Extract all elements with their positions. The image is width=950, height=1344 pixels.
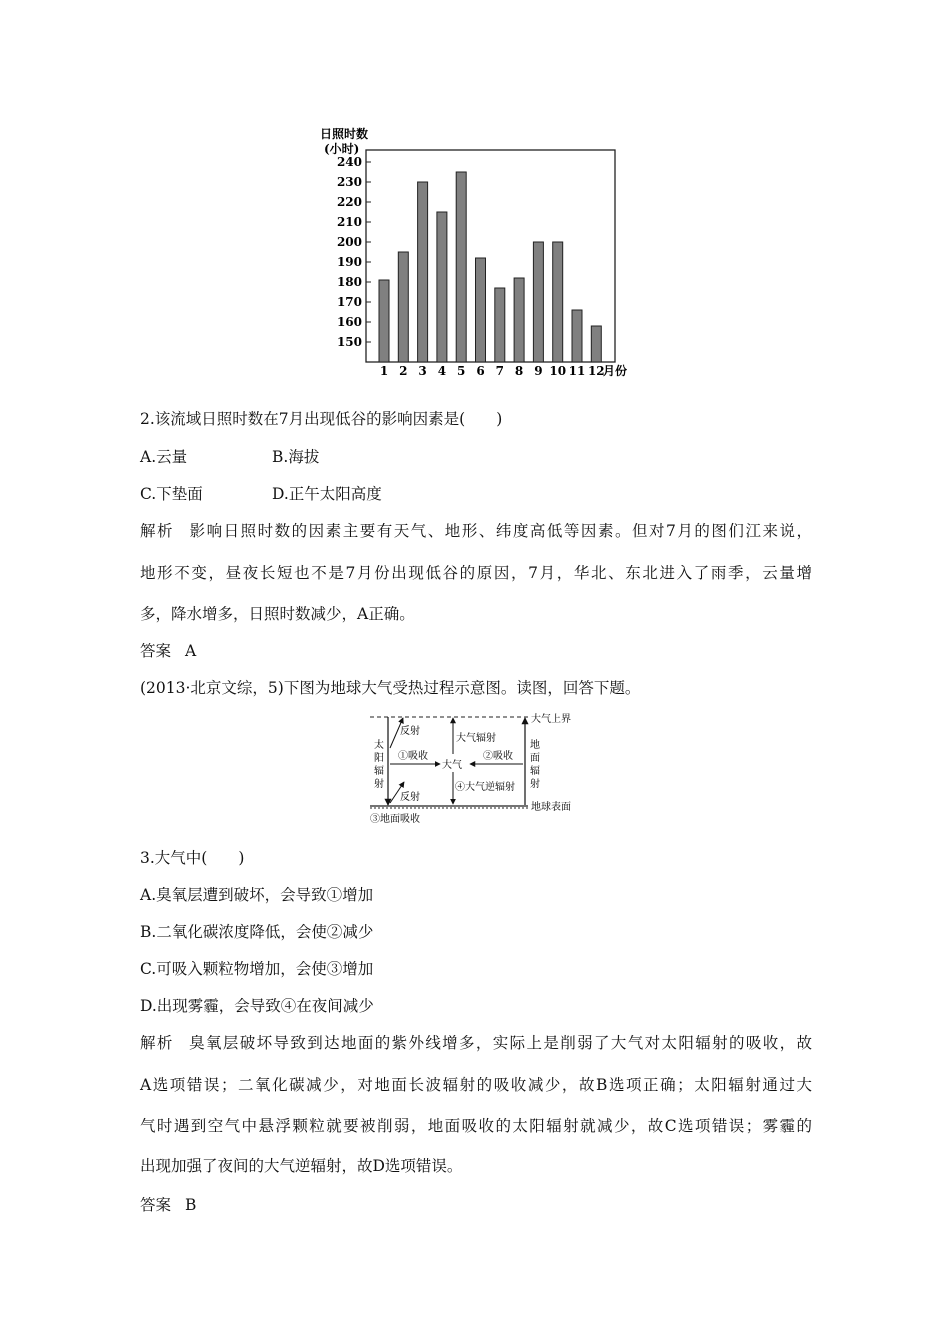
y-tick-label-170: 170 <box>336 295 362 309</box>
ground-absorb-label: ③地面吸收 <box>370 814 420 825</box>
atmosphere-label: 大气 <box>442 760 462 771</box>
x-tick-label-2: 2 <box>399 364 408 378</box>
bar-month-8 <box>514 278 524 362</box>
q3-option-b[interactable]: B.二氧化碳浓度降低，会使②减少 <box>140 923 374 941</box>
bar-month-7 <box>495 288 505 362</box>
y-tick-label-200: 200 <box>336 235 362 249</box>
ground-radiation-char2: 面 <box>530 753 540 764</box>
absorb2-label: ②吸收 <box>483 751 513 762</box>
x-tick-label-7: 7 <box>495 364 504 378</box>
q2-option-b[interactable]: B.海拔 <box>272 448 320 466</box>
x-tick-label-11: 11 <box>568 364 586 378</box>
solar-radiation-char4: 射 <box>374 779 384 790</box>
x-tick-label-12: 12 <box>587 364 605 378</box>
x-tick-label-5: 5 <box>457 364 466 378</box>
q3-analysis-line3: 气时遇到空气中悬浮颗粒就要被削弱，地面吸收的太阳辐射就减少，故C选项错误；雾霾的 <box>140 1117 812 1135</box>
q2-option-a[interactable]: A.云量 <box>140 448 188 466</box>
bar-month-2 <box>398 252 408 362</box>
solar-radiation-char2: 阳 <box>374 753 384 764</box>
bar-month-1 <box>379 280 389 362</box>
q2-stem: 2.该流域日照时数在7月出现低谷的影响因素是( ) <box>140 410 503 428</box>
bar-month-12 <box>591 326 601 362</box>
x-tick-label-8: 8 <box>514 364 524 378</box>
q2-analysis-text1: 影响日照时数的因素主要有天气、地形、纬度高低等因素。但对7月的图们江来说， <box>188 522 812 540</box>
q3-analysis-text1: 臭氧层破坏导致到达地面的紫外线增多，实际上是削弱了大气对太阳辐射的吸收，故 <box>187 1034 812 1052</box>
reflect-bottom-label: 反射 <box>400 792 420 803</box>
chart-ylabel-line2: (小时) <box>324 142 360 156</box>
q3-option-a[interactable]: A.臭氧层遭到破坏，会导致①增加 <box>140 886 374 904</box>
y-tick-label-230: 230 <box>336 175 362 189</box>
bar-month-10 <box>553 242 563 362</box>
q3-stem: 3.大气中( ) <box>140 849 245 867</box>
q2-analysis-label: 解析 <box>140 522 175 540</box>
q3-intro: (2013·北京文综，5)下图为地球大气受热过程示意图。读图，回答下题。 <box>140 679 641 697</box>
y-tick-label-190: 190 <box>336 255 362 269</box>
q3-analysis-label: 解析 <box>140 1034 174 1052</box>
q2-option-d[interactable]: D.正午太阳高度 <box>272 485 382 503</box>
q2-analysis-line3: 多，降水增多，日照时数减少，A正确。 <box>140 605 415 623</box>
chart-bars <box>379 172 601 362</box>
atmosphere-top-label: 大气上界 <box>531 714 571 725</box>
chart-x-ticks <box>380 364 605 378</box>
q3-analysis-line4: 出现加强了夜间的大气逆辐射，故D选项错误。 <box>140 1157 463 1175</box>
y-tick-label-180: 180 <box>336 275 362 289</box>
q3-answer <box>140 1195 196 1215</box>
solar-radiation-char3: 辐 <box>374 766 384 777</box>
ground-radiation-char3: 辐 <box>530 766 540 777</box>
bar-month-5 <box>456 172 466 362</box>
q2-option-c[interactable]: C.下垫面 <box>140 485 203 503</box>
y-tick-label-150: 150 <box>336 335 362 349</box>
x-tick-label-4: 4 <box>437 364 447 378</box>
q3-option-d[interactable]: D.出现雾霾，会导致④在夜间减少 <box>140 997 374 1015</box>
atm-radiation-label: 大气辐射 <box>456 733 496 744</box>
ground-radiation-char1: 地 <box>530 740 540 751</box>
y-tick-label-220: 220 <box>336 195 362 209</box>
q2-answer-label: 答案 <box>140 642 172 660</box>
x-tick-label-1: 1 <box>379 364 389 378</box>
sunshine-hours-bar-chart <box>300 120 640 382</box>
y-tick-label-240: 240 <box>336 155 362 169</box>
reflect-top-label: 反射 <box>400 726 420 737</box>
q2-analysis-line2: 地形不变，昼夜长短也不是7月份出现低谷的原因，7月，华北、东北进入了雨季，云量增 <box>140 564 812 582</box>
bar-month-4 <box>437 212 447 362</box>
atmosphere-heating-diagram <box>360 708 590 826</box>
q3-option-c[interactable]: C.可吸入颗粒物增加，会使③增加 <box>140 960 374 978</box>
bar-month-3 <box>418 182 428 362</box>
y-tick-label-160: 160 <box>336 315 362 329</box>
x-tick-label-6: 6 <box>476 364 485 378</box>
x-tick-label-3: 3 <box>418 364 427 378</box>
q3-answer-label: 答案 <box>140 1196 172 1214</box>
q2-analysis-line1 <box>140 521 812 541</box>
bar-month-11 <box>572 310 582 362</box>
chart-ylabel-line1: 日照时数 <box>320 127 369 141</box>
chart-xlabel: 月份 <box>603 364 628 378</box>
q3-analysis-line1 <box>140 1033 812 1053</box>
bar-month-9 <box>533 242 543 362</box>
x-tick-label-10: 10 <box>549 364 567 378</box>
x-tick-label-9: 9 <box>534 364 543 378</box>
q2-options-row1 <box>140 447 319 467</box>
q3-analysis-line2: A选项错误；二氧化碳减少，对地面长波辐射的吸收减少，故B选项正确；太阳辐射通过大 <box>140 1076 812 1094</box>
absorb1-label: ①吸收 <box>398 751 428 762</box>
q2-options-row2 <box>140 484 382 504</box>
y-tick-label-210: 210 <box>336 215 362 229</box>
surface-label: 地球表面 <box>531 802 571 813</box>
q3-answer-value: B <box>185 1196 197 1214</box>
ground-radiation-char4: 射 <box>530 779 540 790</box>
counter-radiation-label: ④大气逆辐射 <box>455 782 515 793</box>
bar-month-6 <box>476 258 486 362</box>
q2-answer <box>140 641 196 661</box>
solar-radiation-char1: 太 <box>374 740 384 751</box>
q2-answer-value: A <box>185 642 197 660</box>
